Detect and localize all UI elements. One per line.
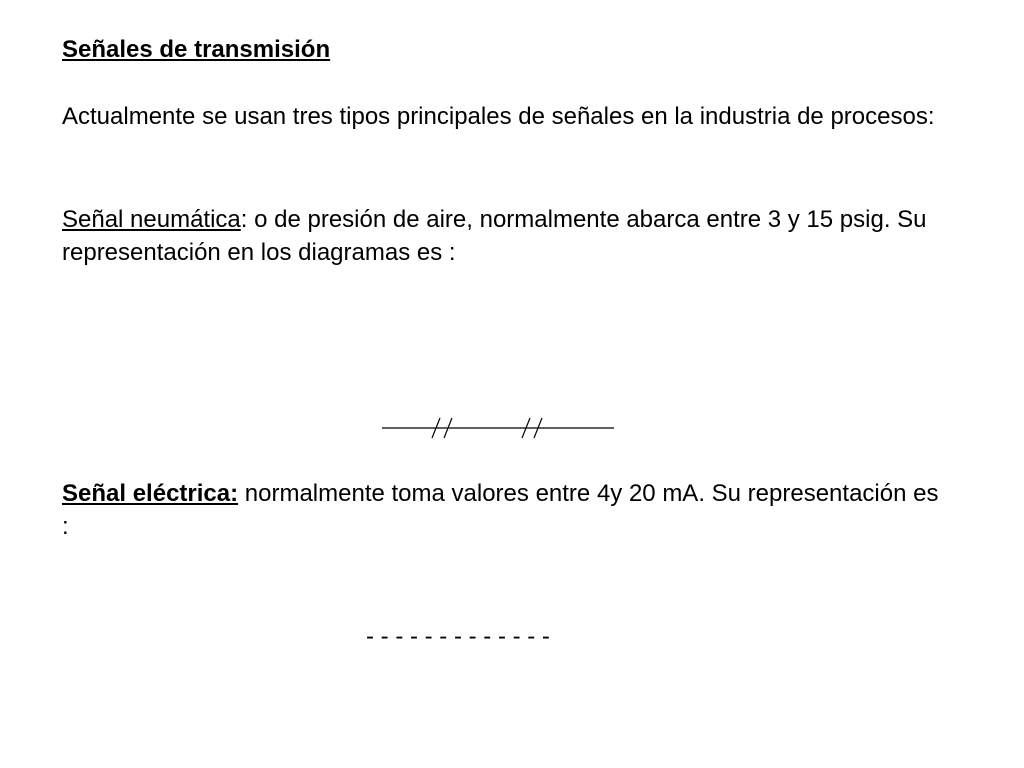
pneumatic-description: : o de presión de aire, normalmente abarca entre 3 y 15 psig. Su representación en los diagramas es : xyxy=(62,206,927,266)
electric-description: normalmente toma valores entre 4y 20 mA. Su representación es : xyxy=(62,480,939,540)
electric-term: Señal eléctrica: xyxy=(62,480,239,507)
slide-title: Señales de transmisión xyxy=(62,36,331,63)
intro-paragraph: Actualmente se usan tres tipos principales de señales en la industria de procesos: xyxy=(62,103,935,130)
electric-paragraph xyxy=(62,477,942,543)
pneumatic-line-symbol xyxy=(382,414,614,444)
electric-line-symbol: - - - - - - - - - - - - - xyxy=(366,623,550,650)
pneumatic-term: Señal neumática xyxy=(62,206,241,233)
pneumatic-paragraph xyxy=(62,203,942,269)
